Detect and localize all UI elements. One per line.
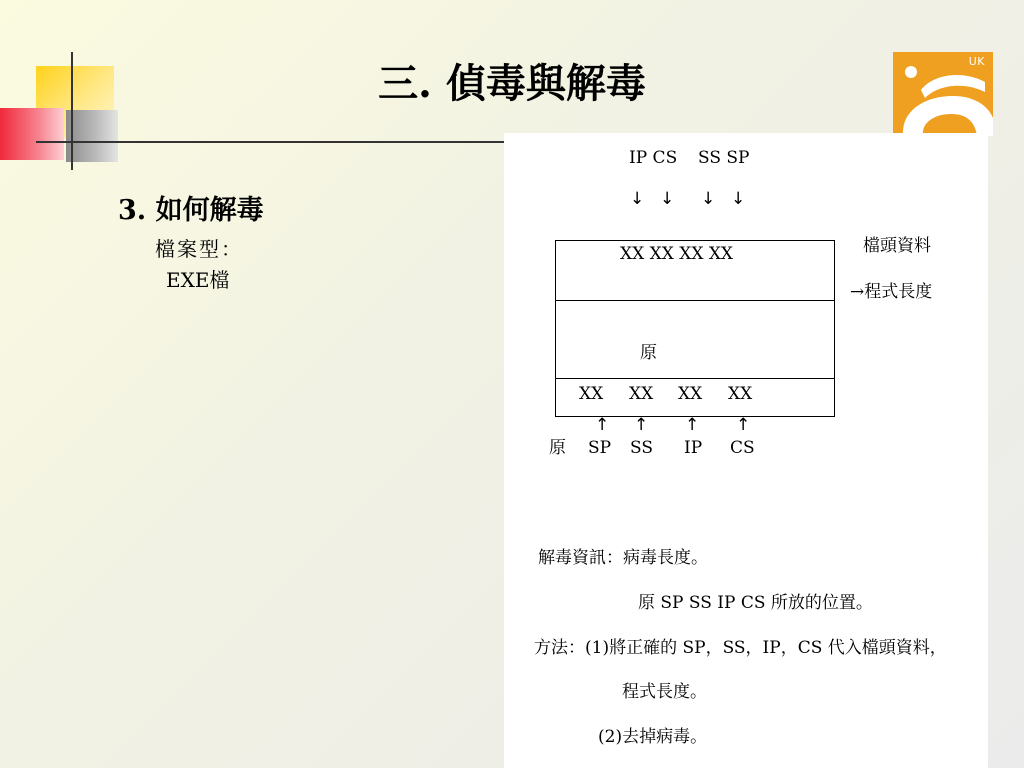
down-arrow-icon: ↓	[660, 189, 675, 209]
logo	[893, 52, 993, 136]
bottom-reg-label: IP	[684, 438, 703, 458]
box-bottom-value: XX	[678, 384, 703, 404]
decor-grey-square	[66, 110, 118, 162]
up-arrow-icon: ↑	[595, 415, 610, 435]
box-bottom-value: XX	[728, 384, 753, 404]
down-arrow-icon: ↓	[731, 189, 746, 209]
note-line-3: 方法：(1)將正確的 SP，SS，IP，CS 代入檔頭資料，	[534, 638, 947, 658]
bottom-reg-label: CS	[730, 438, 755, 458]
box-bottom-value: XX	[629, 384, 654, 404]
decor-red-square	[0, 108, 64, 160]
note-line-4: 程式長度。	[622, 682, 707, 702]
note-line-1: 解毒資訊：病毒長度。	[538, 548, 708, 568]
bottom-reg-label: SS	[630, 438, 653, 458]
logo-swirl-icon	[893, 52, 993, 136]
file-type-label: 檔案型：	[155, 237, 243, 261]
exe-diagram-panel	[504, 133, 988, 768]
box-middle-label: 原	[640, 343, 657, 363]
note-line-2: 原 SP SS IP CS 所放的位置。	[638, 593, 873, 613]
up-arrow-icon: ↑	[634, 415, 649, 435]
down-arrow-icon: ↓	[701, 189, 716, 209]
box-divider-bottom	[556, 378, 834, 379]
slide-title: 三. 偵毒與解毒	[378, 60, 646, 107]
bottom-reg-label: SP	[588, 438, 612, 458]
box-bottom-value: XX	[579, 384, 604, 404]
exe-file-box	[555, 240, 835, 417]
up-arrow-icon: ↑	[685, 415, 700, 435]
top-regs-ss-sp: SS SP	[698, 148, 750, 168]
side-label-program-length: →程式長度	[850, 282, 933, 302]
note-line-5: (2)去掉病毒。	[598, 727, 708, 747]
decor-vertical-line	[71, 52, 73, 170]
side-label-header-data: 檔頭資料	[863, 236, 931, 256]
box-divider-header	[556, 300, 834, 301]
logo-text: UK	[968, 55, 985, 68]
section-heading: 3. 如何解毒	[118, 195, 264, 226]
top-regs-ip-cs: IP CS	[629, 148, 678, 168]
box-header-values: XX XX XX XX	[620, 244, 734, 264]
file-type-value: EXE檔	[166, 268, 230, 292]
up-arrow-icon: ↑	[736, 415, 751, 435]
bottom-prefix-label: 原	[549, 438, 566, 458]
down-arrow-icon: ↓	[630, 189, 645, 209]
title-underline	[36, 141, 506, 143]
